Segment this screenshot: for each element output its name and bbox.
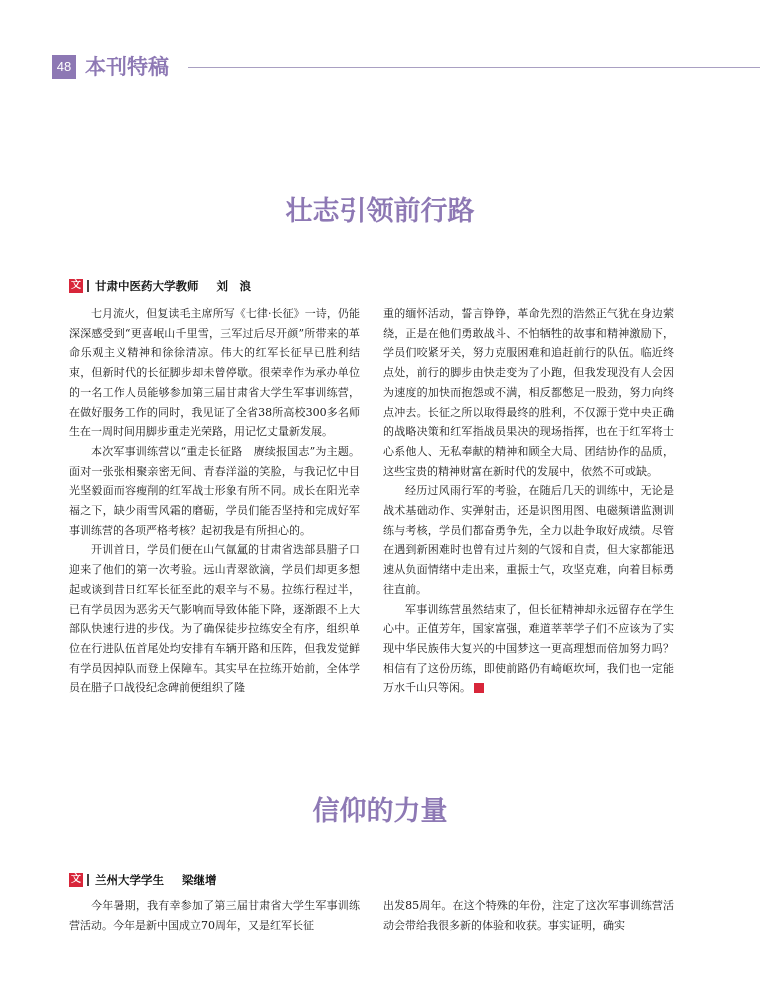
article-paragraph: 今年暑期，我有幸参加了第三届甘肃省大学生军事训练营活动。今年是新中国成立70周年，又是红军长征 bbox=[69, 899, 360, 932]
header-divider bbox=[188, 67, 760, 68]
article-paragraph: 七月流火，但复读毛主席所写《七律·长征》一诗，仍能深深感受到“更喜岷山千里雪，三军过后尽开颜”所带来的革命乐观主义精神和徐徐清凉。伟大的红军长征早已胜利结束，但新时代的长征脚步却未曾停歇。很荣幸作为承办单位的一名工作人员能够参加第三届甘肃省大学生军事训练营，在做好服务工作的同时，我见证了全省38所高校300多名师生在一周时间用脚步重走光荣路，用记忆丈量新发展。 bbox=[69, 307, 360, 439]
article-paragraph-text: 军事训练营虽然结束了，但长征精神却永远留存在学生心中。正值芳年，国家富强，难道莘莘学子们不应该为了实现中华民族伟大复兴的中国梦这一更高理想而倍加努力吗？相信有了这份历练，即使前路仍有崎岖坎坷，我们也一定能万水千山只等闲。 bbox=[383, 602, 674, 695]
author-affiliation: 兰州大学学生 bbox=[95, 873, 164, 887]
article-paragraph: 本次军事训练营以“重走长征路 赓续报国志”为主题。面对一张张相聚亲密无间、青春洋溢的笑脸，与我记忆中目光坚毅面而容瘦削的红军战士形象有所不同。成长在阳光幸福之下，缺少雨雪风霜的磨砺，学员们能否坚持和完成好军事训练营的各项严格考核？起初我是有所担心的。 bbox=[69, 444, 360, 537]
page-header bbox=[52, 52, 760, 84]
article-paragraph: 出发85周年。在这个特殊的年份，注定了这次军事训练营活动会带给我很多新的体验和收获。事实证明，确实 bbox=[383, 899, 674, 932]
author-name: 刘 浪 bbox=[216, 279, 251, 293]
article-paragraph: 开训首日，学员们便在山气氤氲的甘肃省迭部县腊子口迎来了他们的第一次考验。远山青翠欲滴，学员们却更多想起或谈到昔日红军长征至此的艰辛与不易。拉练行程过半，已有学员因为恶劣天气影响而导致体能下降，逐渐跟不上大部队快速行进的步伐。为了确保徒步拉练安全有序，组织单位在行进队伍首尾处均安排有车辆开路和压阵，但我发觉鲜有学员因掉队而登上保障车。其实早在拉练开始前，全体学员在腊子口战役纪念碑前便组织了隆 bbox=[69, 543, 360, 695]
article-byline bbox=[69, 872, 217, 888]
article-title: 信仰的力量 bbox=[312, 796, 448, 827]
author-icon: 文 bbox=[71, 280, 81, 291]
article-left-column bbox=[69, 896, 360, 935]
end-mark-icon: G bbox=[474, 683, 484, 693]
article-right-column bbox=[383, 896, 674, 935]
article-byline bbox=[69, 278, 251, 294]
page-number: 48 bbox=[52, 55, 76, 79]
author-name: 梁继增 bbox=[182, 873, 217, 887]
byline-separator bbox=[87, 280, 89, 292]
author-icon: 文 bbox=[71, 874, 81, 885]
article-right-column bbox=[383, 304, 674, 698]
article-paragraph: 重的缅怀活动，誓言铮铮，革命先烈的浩然正气犹在身边萦绕，正是在他们勇敢战斗、不怕牺牲的故事和精神激励下，学员们咬紧牙关，努力克服困难和追赶前行的队伍。临近终点处，前行的脚步由快走变为了小跑，但我发现没有人会因为速度的加快而抱怨或不满，相反都憋足一股劲，努力向终点冲去。长征之所以取得最终的胜利，不仅源于党中央正确的战略决策和红军指战员果决的现场指挥，也在于红军将士心系他人、无私奉献的精神和顾全大局、团结协作的品质，这些宝贵的精神财富在新时代的发展中，依然不可或缺。 bbox=[383, 307, 674, 478]
article-paragraph: 经历过风雨行军的考验，在随后几天的训练中，无论是战术基础动作、实弹射击，还是识图用图、电磁频谱监测训练与考核，学员们都奋勇争先，全力以赴争取好成绩。尽管在遇到新困难时也曾有过片刻的气馁和自责，但大家都能迅速从负面情绪中走出来，重振士气，攻坚克难，向着目标勇往直前。 bbox=[383, 484, 674, 596]
article-title: 壮志引领前行路 bbox=[285, 196, 475, 227]
author-affiliation: 甘肃中医药大学教师 bbox=[95, 279, 199, 293]
byline-separator bbox=[87, 874, 89, 886]
article-paragraph bbox=[383, 600, 674, 699]
section-label: 本刊特稿 bbox=[85, 55, 169, 79]
article-left-column bbox=[69, 304, 360, 698]
